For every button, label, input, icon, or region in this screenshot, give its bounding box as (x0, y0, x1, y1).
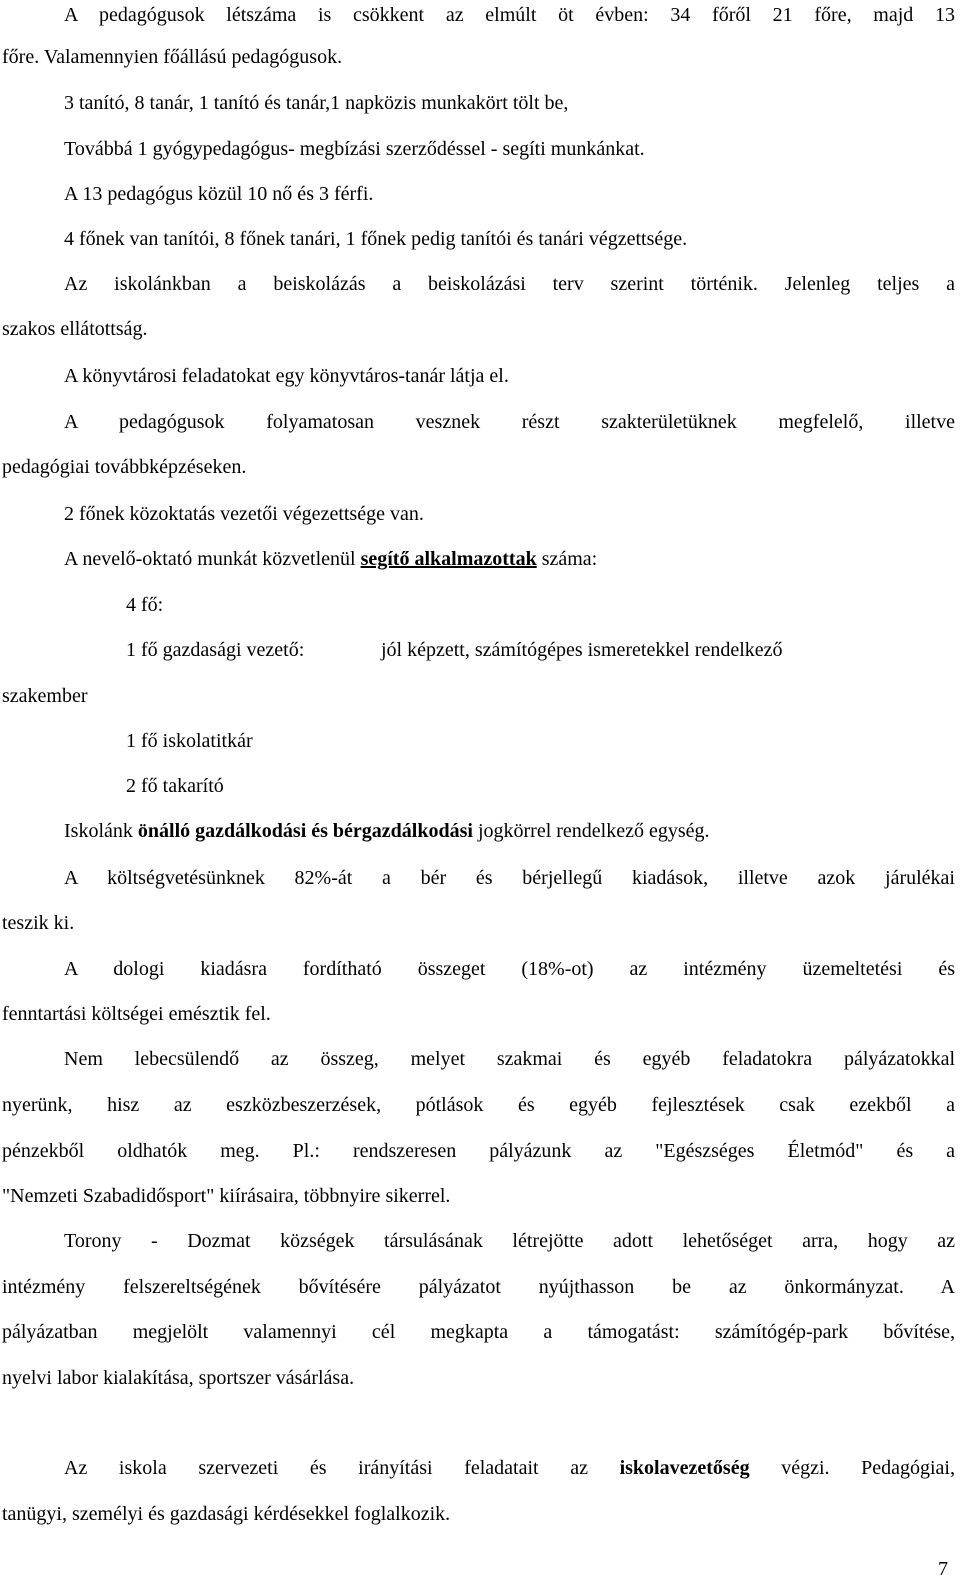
text-run: száma: (536, 548, 598, 570)
text-line: Torony - Dozmat községek társulásának létrejötte adott lehetőséget arra, hogy az (64, 1230, 955, 1252)
text-line: tanügyi, személyi és gazdasági kérdésekkel foglalkozik. (2, 1503, 451, 1525)
text-line: Továbbá 1 gyógypedagógus- megbízási szerződéssel - segíti munkánkat. (64, 138, 645, 160)
text-line: 3 tanító, 8 tanár, 1 tanító és tanár,1 napközis munkakört tölt be, (64, 92, 569, 114)
text-line: 2 főnek közoktatás vezetői végezettsége van. (64, 503, 424, 525)
text-line: pénzekből oldhatók meg. Pl.: rendszeresen pályázunk az "Egészséges Életmód" és a (2, 1140, 955, 1162)
text-line: 1 fő iskolatitkár (126, 730, 253, 752)
text-line: jól képzett, számítógépes ismeretekkel rendelkező (381, 639, 783, 661)
text-run: A nevelő-oktató munkát közvetlenül (64, 548, 361, 570)
text-line: Nem lebecsülendő az összeg, melyet szakmai és egyéb feladatokra pályázatokkal (64, 1048, 955, 1070)
text-run: Az iskola szervezeti és irányítási feladatait az (64, 1457, 620, 1479)
text-line: A költségvetésünknek 82%-át a bér és bérjellegű kiadások, illetve azok járulékai (64, 867, 955, 889)
emphasis-text: iskolavezetőség (619, 1457, 750, 1479)
text-line: 1 fő gazdasági vezető: (126, 639, 305, 661)
text-line (64, 819, 710, 843)
text-line: pályázatban megjelölt valamennyi cél megkapta a támogatást: számítógép-park bővítése, (2, 1321, 955, 1343)
text-line: A 13 pedagógus közül 10 nő és 3 férfi. (64, 183, 374, 205)
emphasis-text: segítő alkalmazottak (360, 548, 537, 570)
text-line: "Nemzeti Szabadidősport" kiírásaira, többnyire sikerrel. (2, 1185, 451, 1207)
text-line (64, 1456, 955, 1480)
text-run: jogkörrel rendelkező egység. (472, 820, 710, 842)
text-line: szakos ellátottság. (2, 318, 148, 340)
text-line: intézmény felszereltségének bővítésére pályázatot nyújthasson be az önkormányzat. A (2, 1276, 955, 1298)
text-line: A könyvtárosi feladatokat egy könyvtáros-tanár látja el. (64, 365, 509, 387)
text-line: 2 fő takarító (126, 775, 224, 797)
text-line: 4 főnek van tanítói, 8 főnek tanári, 1 főnek pedig tanítói és tanári végzettsége. (64, 228, 688, 250)
page-number: 7 (938, 1558, 948, 1580)
text-line: nyelvi labor kialakítása, sportszer vásárlása. (2, 1367, 355, 1389)
text-line: A pedagógusok létszáma is csökkent az elmúlt öt évben: 34 főről 21 főre, majd 13 (64, 4, 955, 26)
text-line: Az iskolánkban a beiskolázás a beiskolázási terv szerint történik. Jelenleg teljes a (64, 273, 955, 295)
text-line: pedagógiai továbbképzéseken. (2, 456, 247, 478)
text-line: A dologi kiadásra fordítható összeget (18%-ot) az intézmény üzemeltetési és (64, 958, 955, 980)
text-line: főre. Valamennyien főállású pedagógusok. (2, 46, 343, 68)
text-line (64, 547, 597, 571)
text-line: fenntartási költségei emésztik fel. (2, 1003, 271, 1025)
text-line: teszik ki. (2, 912, 75, 934)
emphasis-text: önálló gazdálkodási és bérgazdálkodási (137, 820, 473, 842)
text-run: Iskolánk (64, 820, 138, 842)
text-line: A pedagógusok folyamatosan vesznek részt szakterületüknek megfelelő, illetve (64, 411, 955, 433)
text-line: nyerünk, hisz az eszközbeszerzések, pótlások és egyéb fejlesztések csak ezekből a (2, 1094, 955, 1116)
text-line: szakember (2, 685, 88, 707)
text-run: végzi. Pedagógiai, (749, 1457, 955, 1479)
text-line: 4 fő: (126, 594, 164, 616)
